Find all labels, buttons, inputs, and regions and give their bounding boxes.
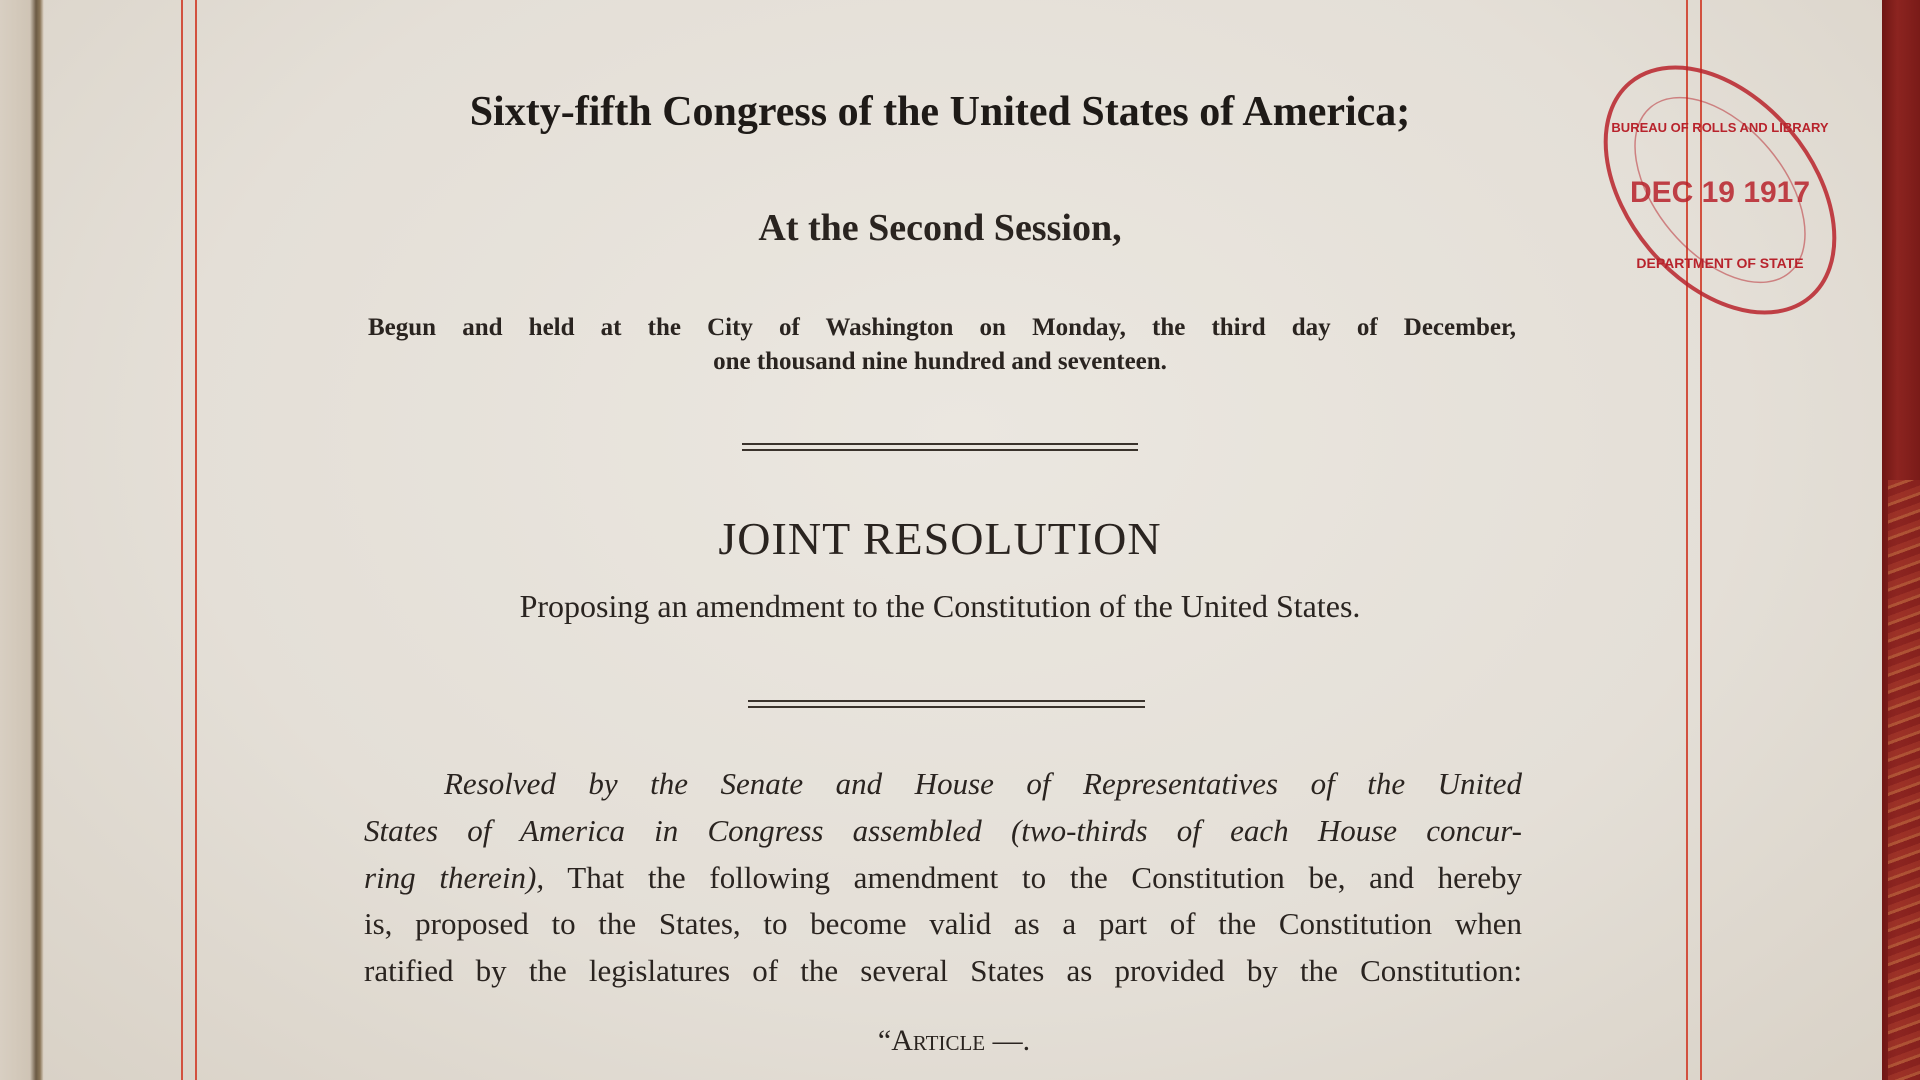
resolution-line	[364, 813, 1522, 849]
resolution-italic: States of America in Congress assembled (two-thirds of each House concur-	[364, 813, 1522, 848]
resolution-italic: ring therein),	[364, 860, 545, 895]
document-title: JOINT RESOLUTION	[718, 513, 1162, 564]
double-rule-top	[742, 443, 1138, 451]
received-stamp	[1570, 40, 1870, 340]
document-subtitle: Proposing an amendment to the Constitution of the United States.	[519, 588, 1361, 624]
resolution-roman: is, proposed to the States, to become valid as a part of the Constitution when	[364, 906, 1522, 941]
double-rule-bottom	[748, 700, 1145, 708]
resolution-line	[364, 766, 1522, 802]
begun-line-2: one thousand nine hundred and seventeen.	[713, 348, 1167, 375]
resolution-line	[364, 906, 1522, 942]
stamp-date: DEC 19 1917	[1629, 176, 1811, 209]
resolution-italic: Resolved by the Senate and House of Representatives of the United	[444, 766, 1522, 801]
stamp-outer-text: BUREAU OF ROLLS AND LIBRARY	[1611, 120, 1829, 135]
stamp-bottom-text: DEPARTMENT OF STATE	[1636, 255, 1804, 271]
resolution-roman: ratified by the legislatures of the several States as provided by the Constitution:	[364, 953, 1522, 988]
session-line: At the Second Session,	[758, 207, 1122, 249]
document-heading: Sixty-fifth Congress of the United States of America;	[469, 89, 1411, 135]
resolution-line	[364, 953, 1522, 989]
resolution-line	[364, 860, 1522, 896]
resolution-roman: That the following amendment to the Constitution be, and hereby	[544, 860, 1522, 895]
begun-line-1: Begun and held at the City of Washington on Monday, the third day of December,	[368, 314, 1516, 341]
article-heading: “Article —.	[877, 1024, 1031, 1057]
